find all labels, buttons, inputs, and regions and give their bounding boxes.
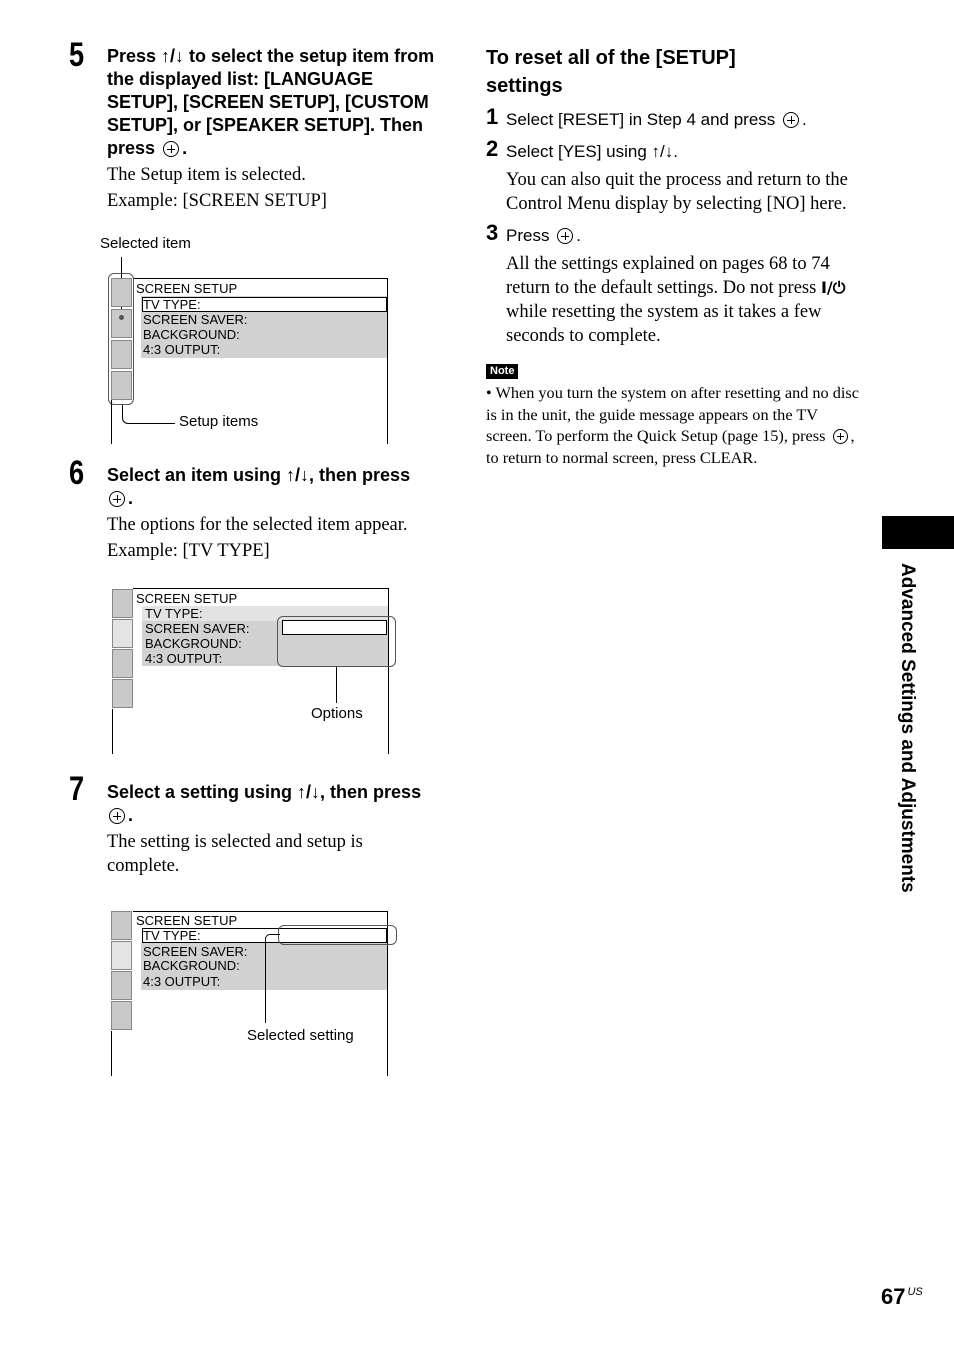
reset-step-2-body: You can also quit the process and return to the Control Menu display by selecting [NO] here. <box>506 170 848 214</box>
note-badge: Note <box>486 364 518 379</box>
osd-title: SCREEN SETUP <box>136 591 238 606</box>
step-6-heading-text: Select an item using ↑/↓, then press <box>107 465 411 485</box>
step-7-body: The setting is selected and setup is complete. <box>107 832 363 876</box>
step-7-heading-text: Select a setting using ↑/↓, then press <box>107 782 422 802</box>
step-7-heading-end: . <box>128 805 134 825</box>
reset-step-number-2: 2 <box>486 136 499 161</box>
osd-frame-left <box>111 400 112 444</box>
setup-tab-speaker <box>111 371 132 400</box>
sidebar-section-label: Advanced Settings and Adjustments <box>897 563 918 893</box>
osd-row-label: BACKGROUND: <box>143 958 240 973</box>
page-number-value: 67 <box>881 1284 906 1309</box>
step-number-6: 6 <box>69 454 85 492</box>
callout-line <box>122 405 175 424</box>
setup-tab-custom <box>111 340 132 369</box>
reset-step-1-label: Select [RESET] in Step 4 and press <box>506 110 776 129</box>
osd-frame-right <box>388 588 389 754</box>
step-5-heading <box>107 45 447 160</box>
osd-frame-right <box>387 278 388 444</box>
step-6-body-1: The options for the selected item appear. <box>107 515 408 535</box>
osd-frame-left <box>111 1031 112 1076</box>
callout-options: Options <box>311 705 363 722</box>
step-number-7: 7 <box>69 770 85 808</box>
osd-row-label: SCREEN SAVER: <box>143 944 248 959</box>
setup-tab-custom <box>111 971 132 1000</box>
reset-step-2-text: Select [YES] using ↑/↓. <box>506 142 678 161</box>
setup-tab-screen <box>111 309 132 338</box>
reset-step-3-body-post: while resetting the system as it takes a few seconds to complete. <box>506 302 822 346</box>
enter-button-icon <box>109 491 125 507</box>
callout-selected-item: Selected item <box>100 235 191 252</box>
setup-tab-language <box>111 911 132 940</box>
page-number-suffix: US <box>907 1286 923 1298</box>
section-heading-line-1: To reset all of the [SETUP] <box>486 47 736 69</box>
osd-frame-top <box>133 588 389 589</box>
step-5-body-1: The Setup item is selected. <box>107 165 306 185</box>
enter-button-icon <box>163 141 179 157</box>
note-text-pre: • When you turn the system on after resetting and no disc is in the unit, the guide message appears on the TV screen. To perform the Quick Setup (page 15), press <box>486 383 859 446</box>
reset-step-3-label: Press <box>506 226 550 245</box>
osd-frame-left <box>112 709 113 754</box>
osd-row-label: SCREEN SAVER: <box>143 312 248 327</box>
enter-button-icon <box>783 112 799 128</box>
step-5-heading-end: . <box>182 138 188 158</box>
osd-row-label: SCREEN SAVER: <box>145 621 250 636</box>
osd-title: SCREEN SETUP <box>136 281 238 296</box>
osd-row-label: TV TYPE: <box>143 297 201 312</box>
callout-line <box>265 934 280 1023</box>
section-heading <box>486 44 736 100</box>
sidebar-tab-marker <box>882 516 954 549</box>
page-number <box>881 1284 923 1310</box>
step-6-body-2: Example: [TV TYPE] <box>107 541 270 561</box>
osd-row-label: TV TYPE: <box>145 606 203 621</box>
osd-row-label: TV TYPE: <box>143 928 201 943</box>
callout-line <box>336 667 337 703</box>
reset-step-3-body <box>506 252 862 348</box>
setup-tab-screen <box>111 941 132 970</box>
setup-tab-language <box>111 278 132 307</box>
step-5-body-2: Example: [SCREEN SETUP] <box>107 191 327 211</box>
osd-row-label: 4:3 OUTPUT: <box>143 974 221 989</box>
callout-setup-items: Setup items <box>179 413 259 430</box>
note-text-post: , to return to normal screen, press CLEAR. <box>486 426 855 468</box>
step-6-heading-end: . <box>128 488 134 508</box>
selected-setting-highlight <box>278 925 397 945</box>
enter-button-icon <box>109 808 125 824</box>
reset-step-number-1: 1 <box>486 104 499 129</box>
power-icon: I/⏻ <box>820 278 846 297</box>
step-6-heading <box>107 464 447 510</box>
osd-row-label: BACKGROUND: <box>143 327 240 342</box>
selected-dot <box>119 315 124 320</box>
osd-title: SCREEN SETUP <box>136 913 238 928</box>
enter-button-icon <box>833 429 848 444</box>
enter-button-icon <box>557 228 573 244</box>
setup-tab-speaker <box>111 1001 132 1030</box>
reset-step-3-body-pre: All the settings explained on pages 68 to 74 return to the default settings. Do not press <box>506 254 830 298</box>
reset-step-1-text <box>506 109 807 131</box>
osd-frame-top <box>133 911 388 912</box>
osd-row-label: 4:3 OUTPUT: <box>145 651 223 666</box>
step-5-heading-text: Press ↑/↓ to select the setup item from the displayed list: [LANGUAGE SETUP], [SCREEN SETUP], [CUSTOM SETUP], or [SPEAKER SETUP]. Then press <box>107 46 435 158</box>
reset-step-3-text <box>506 225 581 247</box>
step-number-5: 5 <box>69 36 85 74</box>
osd-row-label: 4:3 OUTPUT: <box>143 342 221 357</box>
callout-selected-setting: Selected setting <box>247 1027 354 1044</box>
osd-frame-top <box>134 278 388 279</box>
reset-step-1-end: . <box>802 110 807 129</box>
section-heading-line-2: settings <box>486 75 563 97</box>
setup-tab-screen <box>112 619 133 648</box>
osd-selected-option <box>282 620 387 635</box>
setup-tab-speaker <box>112 679 133 708</box>
note-text <box>486 382 866 469</box>
setup-tab-custom <box>112 649 133 678</box>
osd-row-label: BACKGROUND: <box>145 636 242 651</box>
reset-step-3-end: . <box>576 226 581 245</box>
step-7-heading <box>107 781 447 827</box>
reset-step-number-3: 3 <box>486 220 499 245</box>
setup-tab-language <box>112 589 133 618</box>
